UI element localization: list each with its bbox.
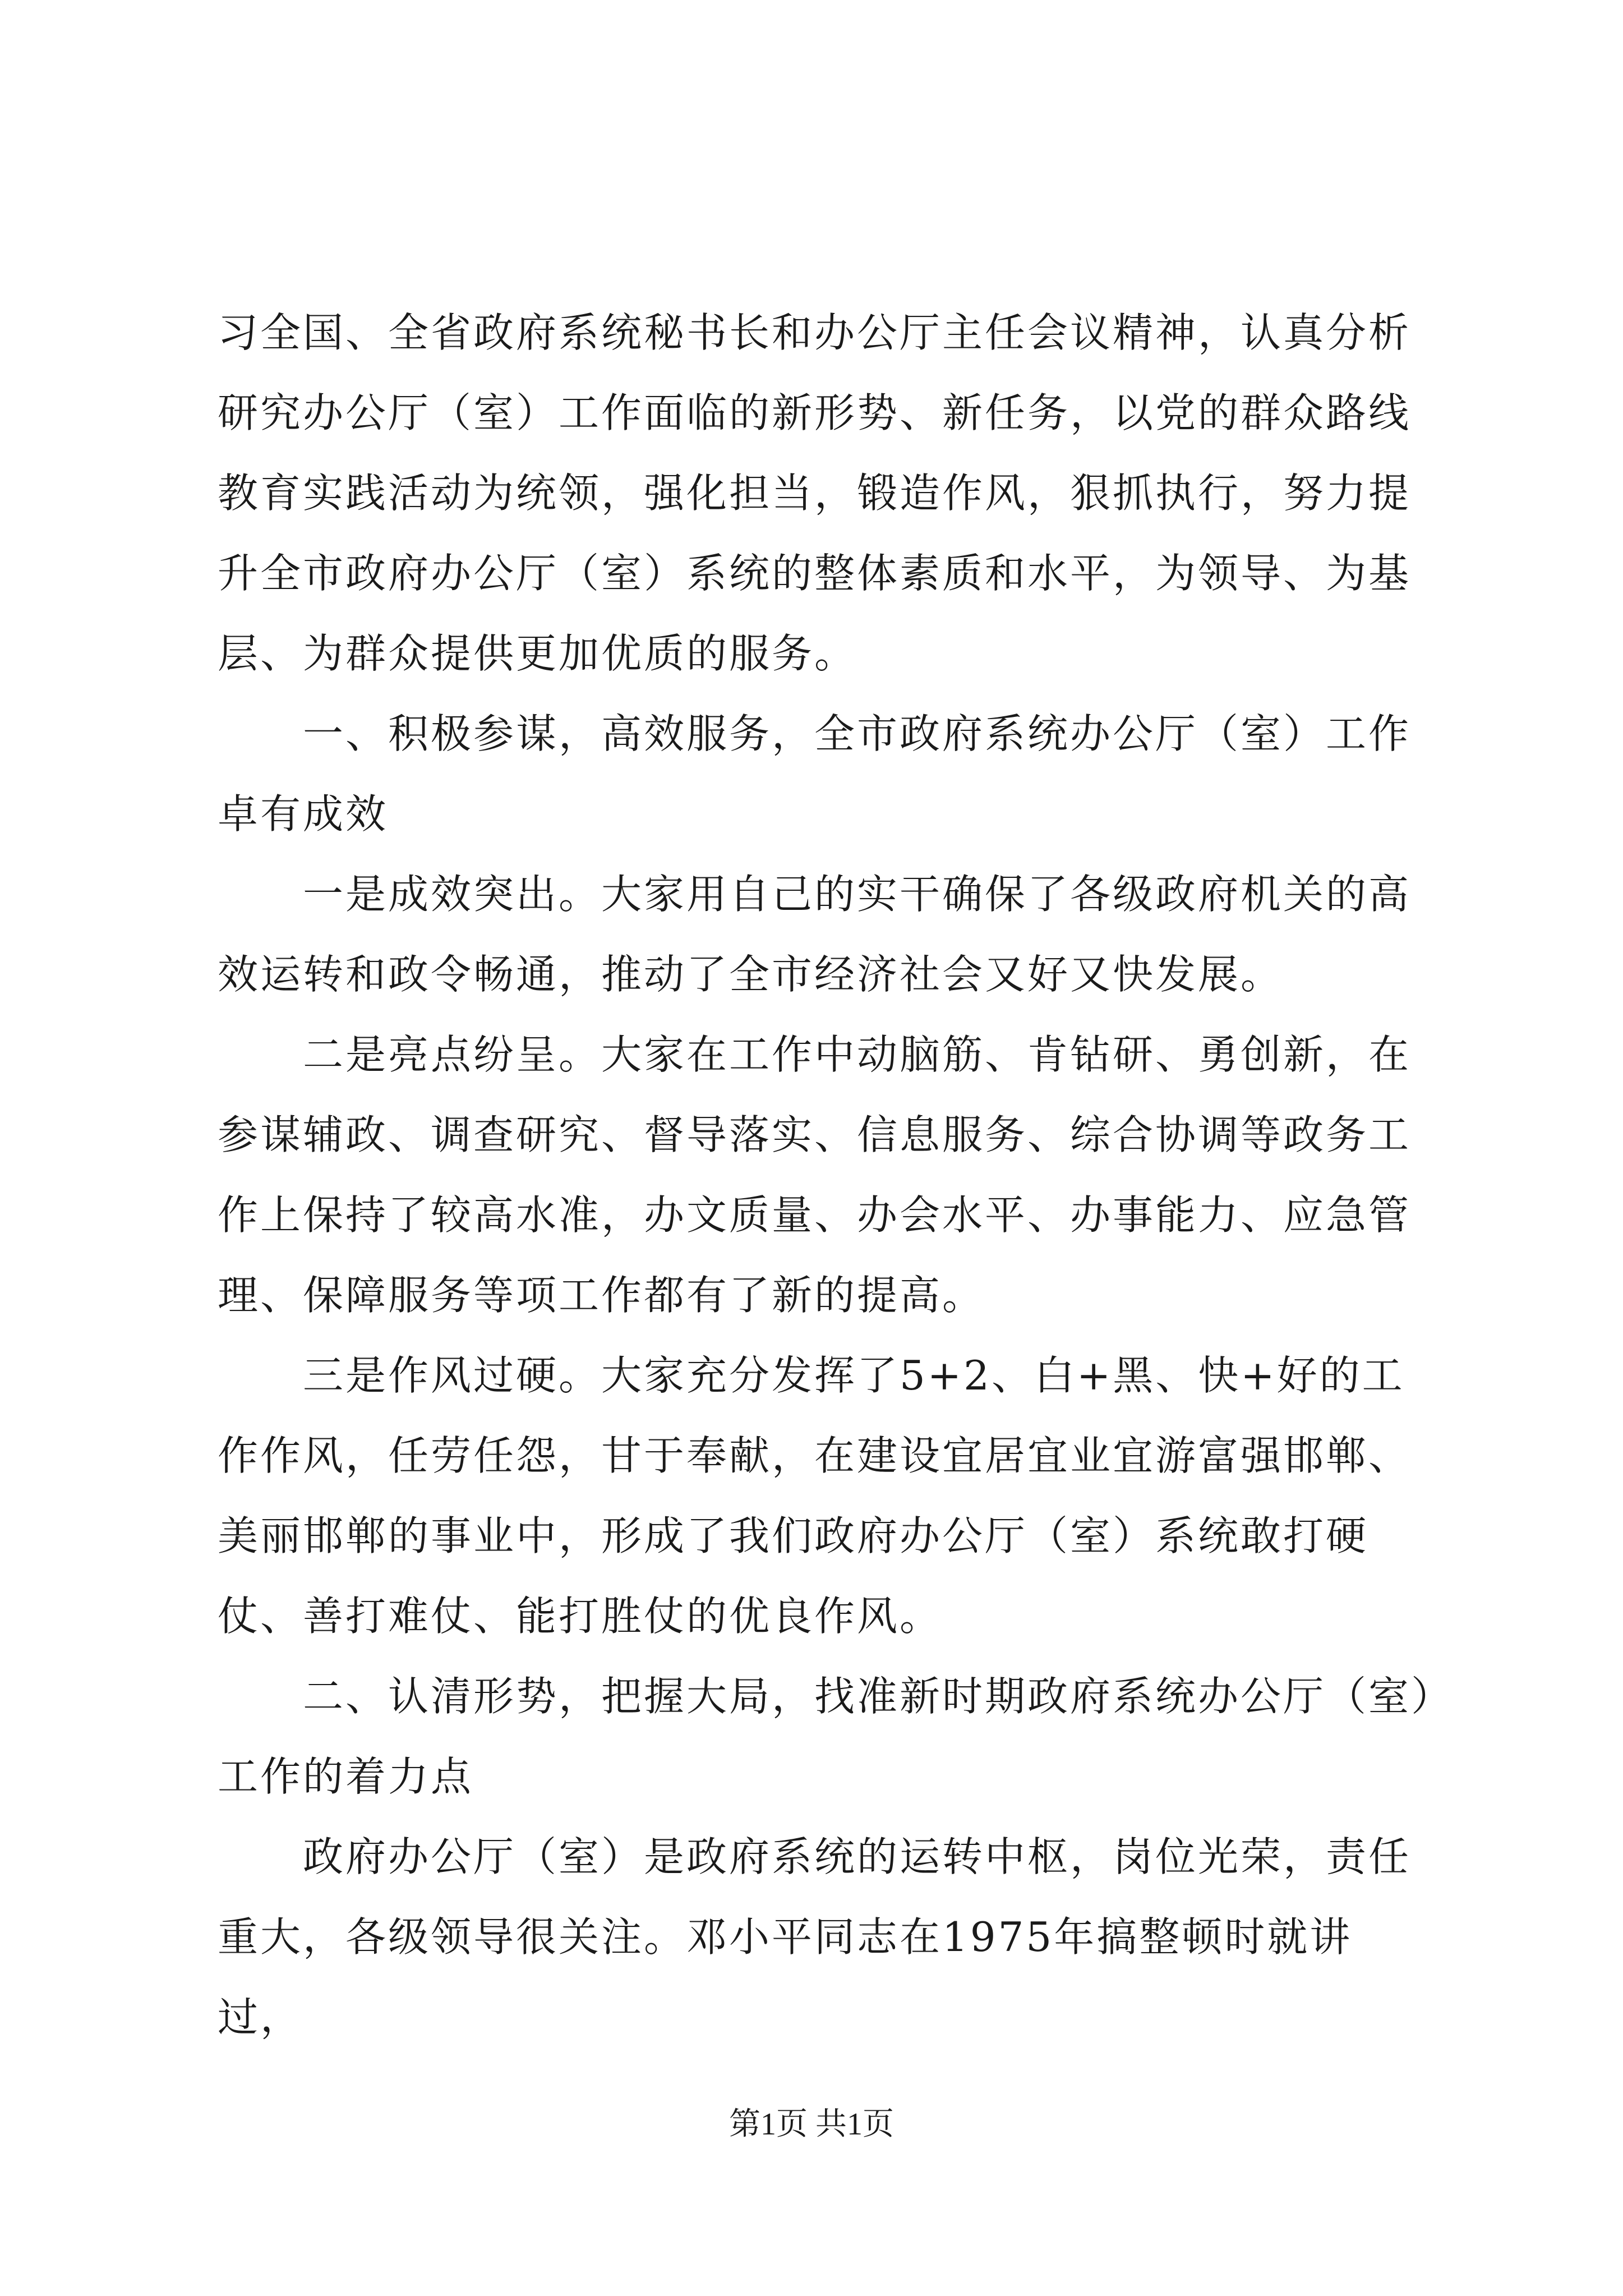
paragraph-3: 二是亮点纷呈。大家在工作中动脑筋、肯钻研、勇创新，在参谋辅政、调查研究、督导落实、信息服务、综合协调等政务工作上保持了较高水准，办文质量、办会水平、办事能力、应急管理、保障服务等项工作都有了新的提高。 [218, 1031, 1412, 1319]
page-number-footer: 第1页 共1页 [729, 2107, 894, 2142]
paragraph-5: 政府办公厅（室）是政府系统的运转中枢，岗位光荣，责任重大，各级领导很关注。邓小平同志在1975年搞整顿时就讲过， [218, 1833, 1412, 2041]
paragraph-4: 三是作风过硬。大家充分发挥了5+2、白+黑、快+好的工作作风，任劳任怨，甘于奉献，在建设宜居宜业宜游富强邯郸、美丽邯郸的事业中，形成了我们政府办公厅（室）系统敢打硬仗、善打难仗、能打胜仗的优良作风。 [218, 1352, 1412, 1640]
paragraph-2: 一是成效突出。大家用自己的实干确保了各级政府机关的高效运转和政令畅通，推动了全市经济社会又好又快发展。 [218, 871, 1412, 998]
document-body [218, 293, 1435, 2058]
section-heading-1: 一、积极参谋，高效服务，全市政府系统办公厅（室）工作卓有成效 [218, 710, 1412, 838]
section-heading-2: 二、认清形势，把握大局，找准新时期政府系统办公厅（室）工作的着力点 [218, 1673, 1434, 1800]
paragraph-1: 习全国、全省政府系统秘书长和办公厅主任会议精神，认真分析研究办公厅（室）工作面临的新形势、新任务，以党的群众路线教育实践活动为统领，强化担当，锻造作风，狠抓执行，努力提升全市政府办公厅（室）系统的整体素质和水平，为领导、为基层、为群众提供更加优质的服务。 [218, 309, 1412, 677]
